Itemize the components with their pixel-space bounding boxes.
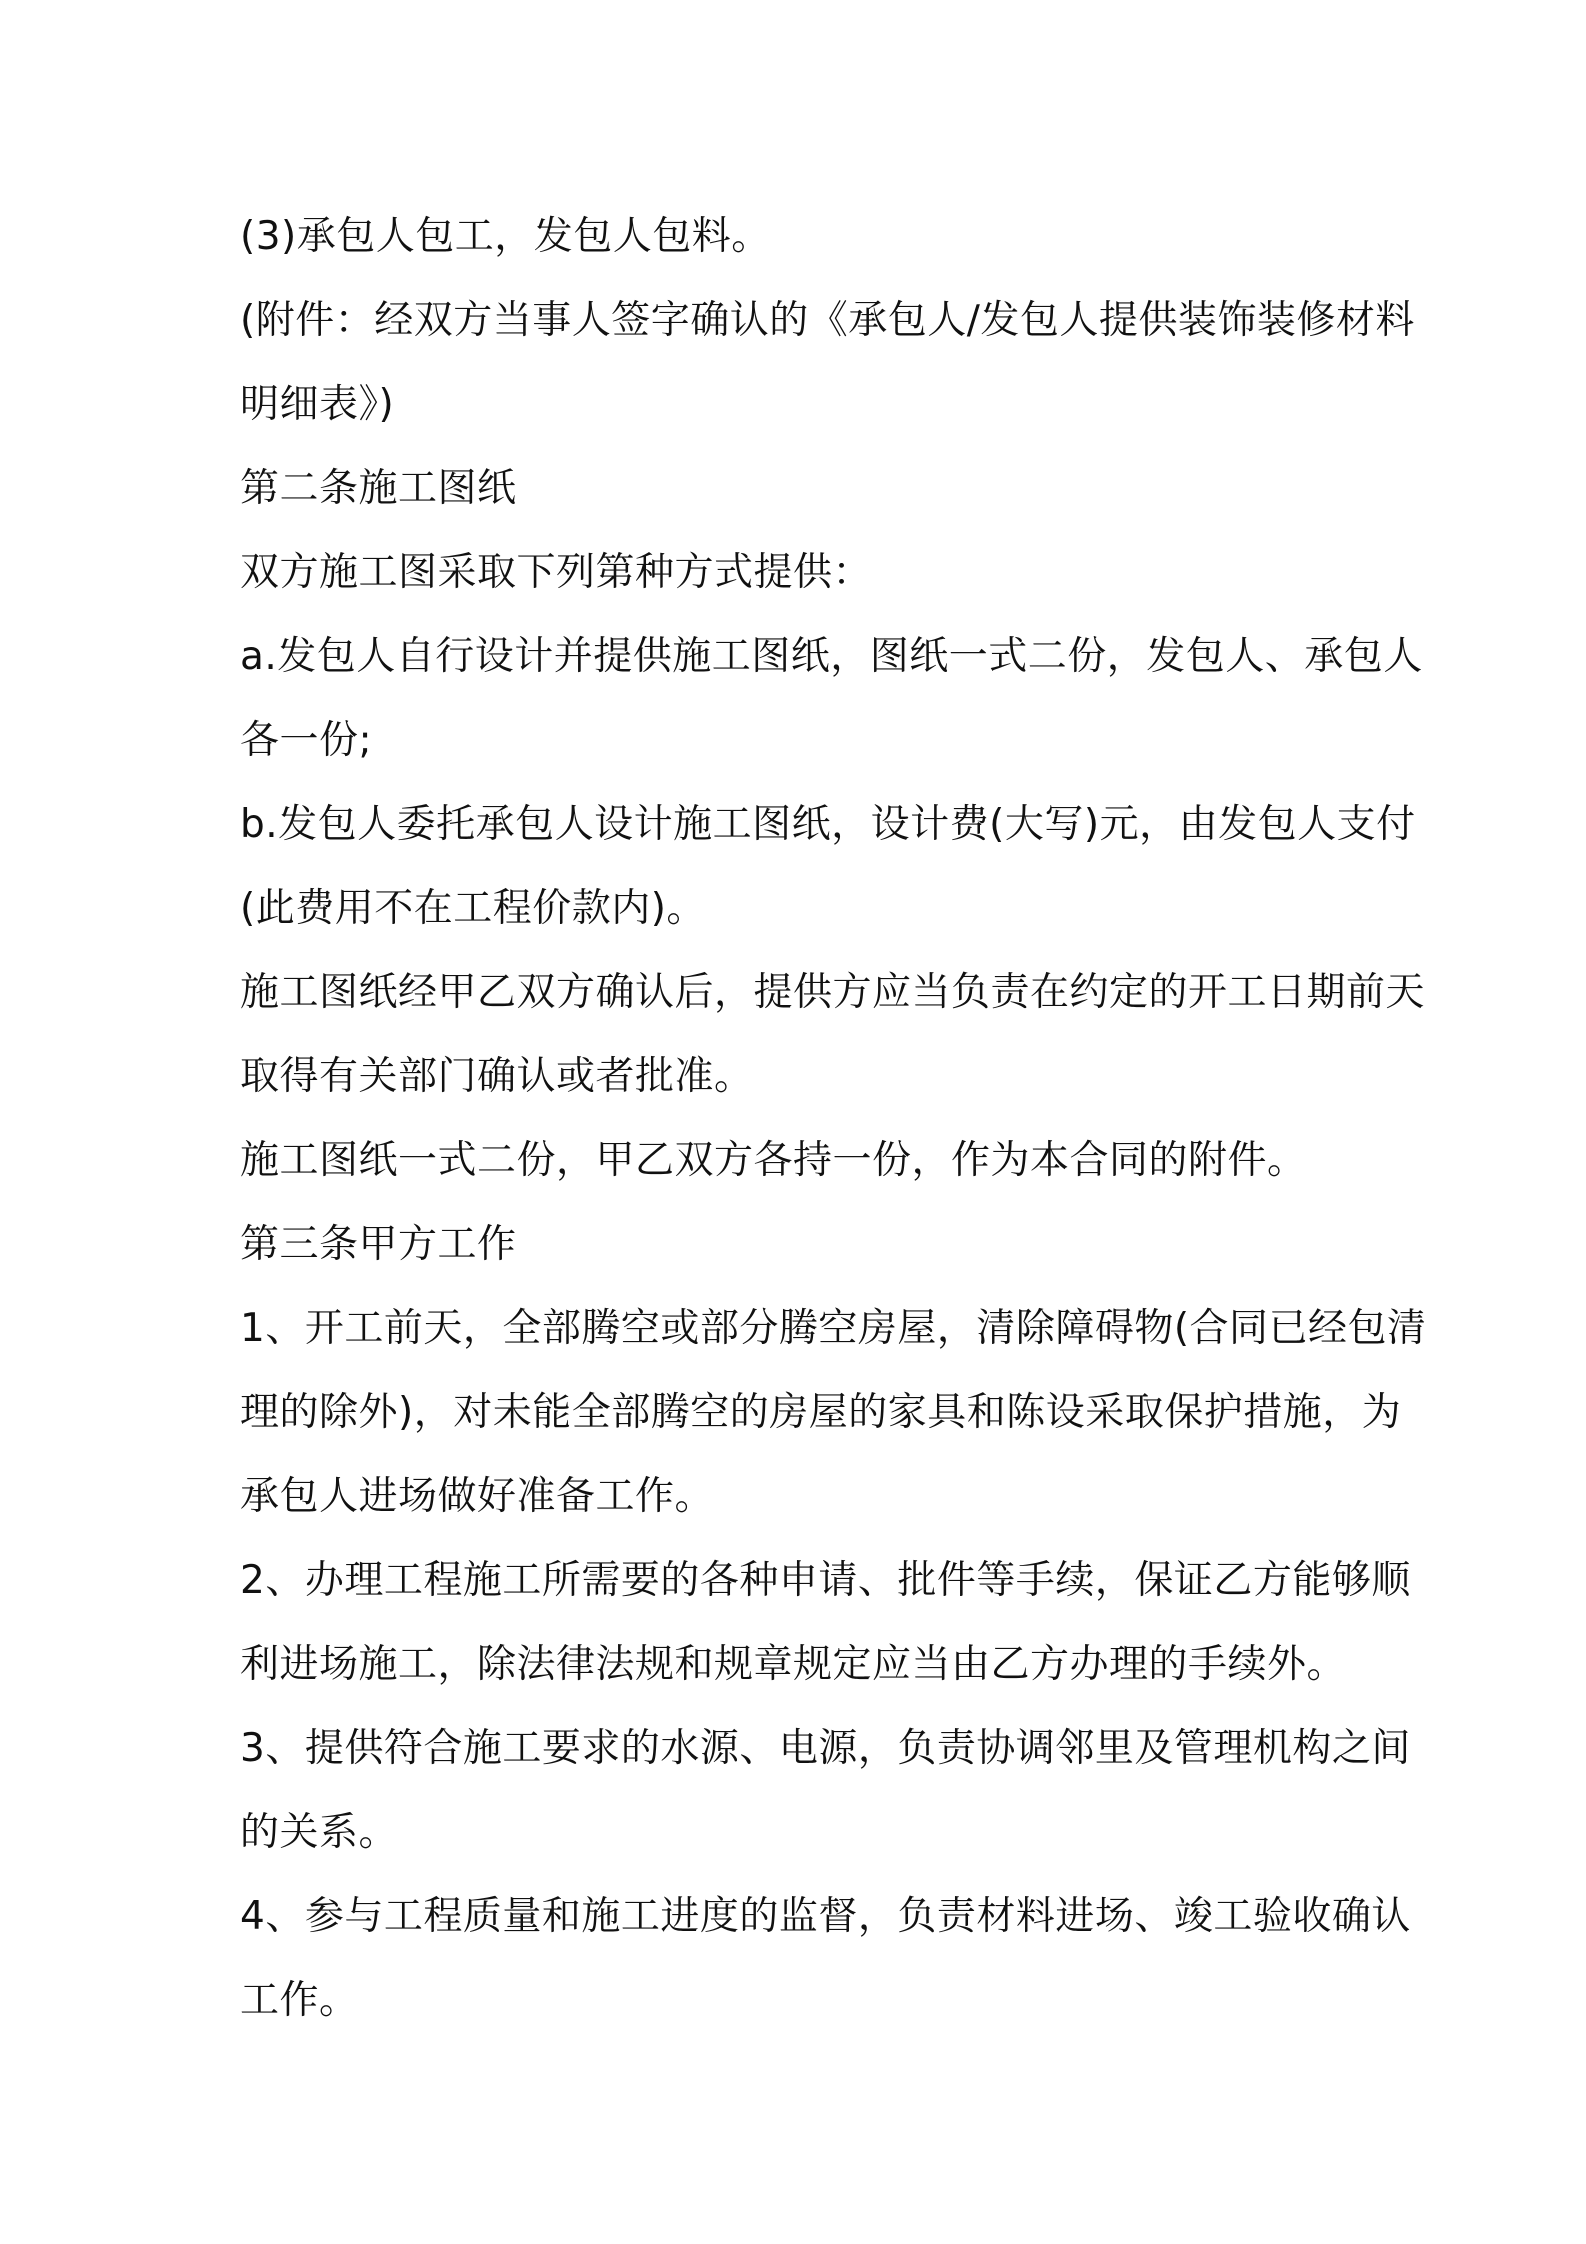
text-line: 3、提供符合施工要求的水源、电源，负责协调邻里及管理机构之间 (240, 1726, 1411, 1771)
text-line: 施工图纸经甲乙双方确认后，提供方应当负责在约定的开工日期前天 (240, 970, 1426, 1015)
text-line: (此费用不在工程价款内)。 (240, 886, 706, 931)
text-line: 施工图纸一式二份，甲乙双方各持一份，作为本合同的附件。 (240, 1138, 1307, 1183)
text-line: 工作。 (240, 1978, 359, 2023)
text-line: 4、参与工程质量和施工进度的监督，负责材料进场、竣工验收确认 (240, 1894, 1411, 1939)
section-heading: 第二条施工图纸 (240, 466, 517, 511)
text-line: 的关系。 (240, 1810, 399, 1855)
text-line: 理的除外)，对未能全部腾空的房屋的家具和陈设采取保护措施，为 (240, 1390, 1402, 1435)
text-line: b.发包人委托承包人设计施工图纸，设计费(大写)元，由发包人支付 (240, 802, 1416, 847)
text-line: 明细表》) (240, 382, 395, 427)
text-line: 承包人进场做好准备工作。 (240, 1474, 715, 1519)
document-body (240, 195, 1427, 2043)
text-line: 1、开工前天，全部腾空或部分腾空房屋，清除障碍物(合同已经包清 (240, 1306, 1427, 1351)
text-line: 利进场施工，除法律法规和规章规定应当由乙方办理的手续外。 (240, 1642, 1347, 1687)
text-line: 2、办理工程施工所需要的各种申请、批件等手续，保证乙方能够顺 (240, 1558, 1411, 1603)
text-line: (3)承包人包工，发包人包料。 (240, 214, 771, 259)
text-line: 各一份; (240, 718, 373, 763)
text-line: 取得有关部门确认或者批准。 (240, 1054, 754, 1099)
text-line: a.发包人自行设计并提供施工图纸，图纸一式二份，发包人、承包人 (240, 634, 1423, 679)
section-heading: 第三条甲方工作 (240, 1222, 517, 1267)
text-line: 双方施工图采取下列第种方式提供： (240, 550, 873, 595)
text-line: (附件：经双方当事人签字确认的《承包人/发包人提供装饰装修材料 (240, 298, 1415, 343)
